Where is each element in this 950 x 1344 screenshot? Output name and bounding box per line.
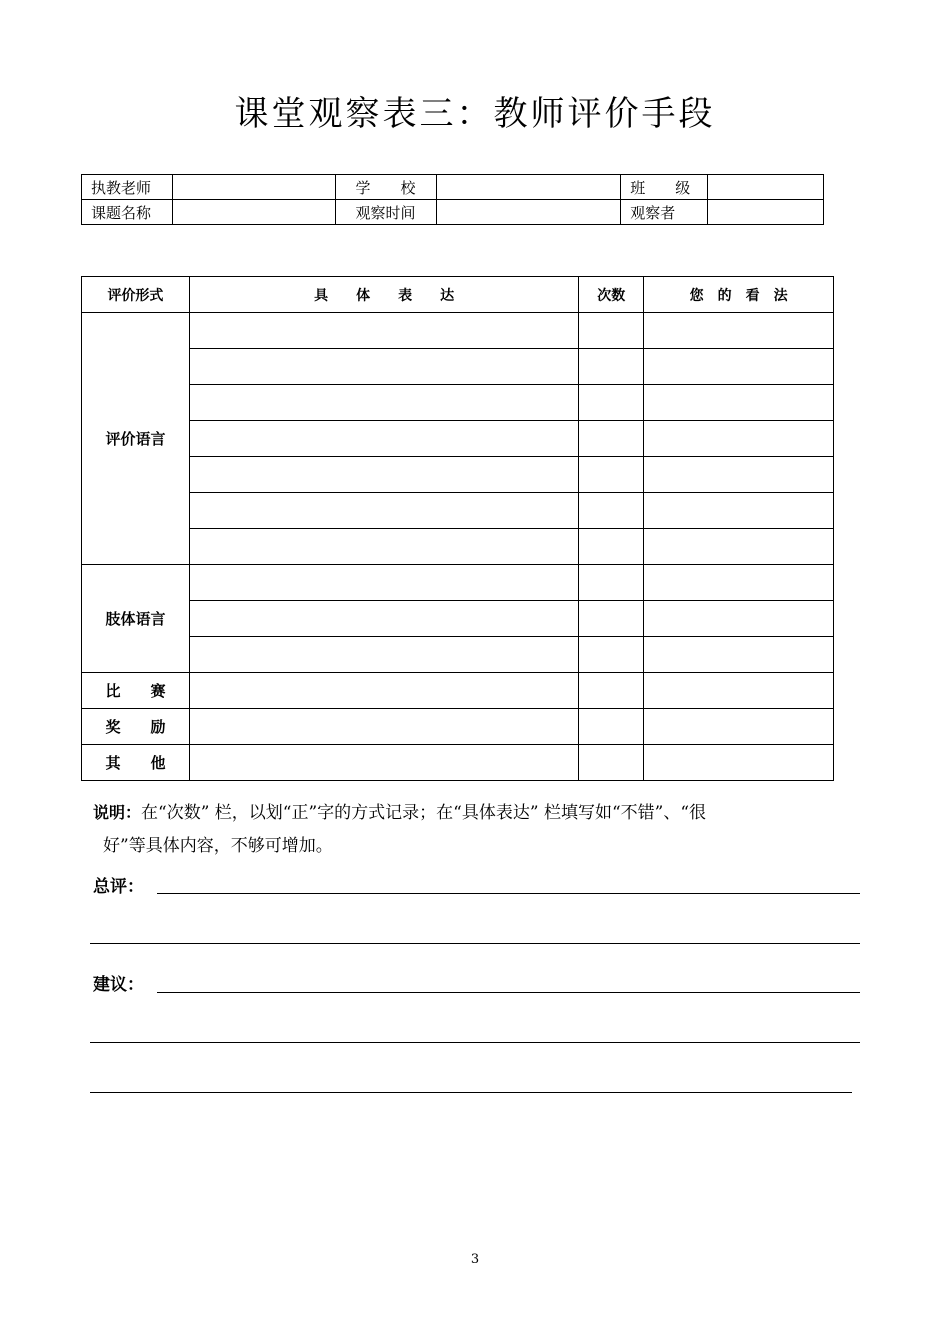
opinion-cell[interactable] (644, 673, 834, 709)
suggestion-label: 建议： (93, 975, 144, 995)
table-row (82, 421, 834, 457)
table-row (82, 385, 834, 421)
category-language: 评价语言 (82, 313, 190, 565)
count-cell[interactable] (579, 745, 644, 781)
note-line-1 (93, 796, 863, 830)
suggestion-line-1[interactable] (157, 992, 860, 993)
count-cell[interactable] (579, 385, 644, 421)
opinion-cell[interactable] (644, 421, 834, 457)
expression-cell[interactable] (189, 709, 578, 745)
time-label: 观察时间 (335, 200, 436, 225)
count-cell[interactable] (579, 349, 644, 385)
opinion-cell[interactable] (644, 529, 834, 565)
topic-field[interactable] (172, 200, 335, 225)
class-field[interactable] (708, 175, 824, 200)
expression-cell[interactable] (189, 637, 578, 673)
header-row (82, 277, 834, 313)
observer-field[interactable] (708, 200, 824, 225)
expression-cell[interactable] (189, 457, 578, 493)
summary-label: 总评： (93, 877, 144, 897)
page-number: 3 (470, 1252, 480, 1267)
category-competition: 比 赛 (82, 673, 190, 709)
expression-cell[interactable] (189, 529, 578, 565)
expression-cell[interactable] (189, 349, 578, 385)
expression-cell[interactable] (189, 565, 578, 601)
class-label: 班 级 (621, 175, 708, 200)
count-cell[interactable] (579, 601, 644, 637)
expression-cell[interactable] (189, 745, 578, 781)
note-label: 说明： (93, 803, 142, 822)
evaluation-table (81, 276, 834, 781)
table-row (82, 565, 834, 601)
count-cell[interactable] (579, 709, 644, 745)
school-label: 学 校 (335, 175, 436, 200)
expression-cell[interactable] (189, 421, 578, 457)
count-cell[interactable] (579, 673, 644, 709)
opinion-cell[interactable] (644, 493, 834, 529)
expression-cell[interactable] (189, 493, 578, 529)
topic-label: 课题名称 (82, 200, 173, 225)
count-cell[interactable] (579, 637, 644, 673)
table-row (82, 529, 834, 565)
table-row (82, 709, 834, 745)
opinion-cell[interactable] (644, 457, 834, 493)
count-cell[interactable] (579, 313, 644, 349)
category-reward: 奖 励 (82, 709, 190, 745)
info-row-2 (82, 200, 824, 225)
info-table (81, 174, 824, 225)
category-other: 其 他 (82, 745, 190, 781)
opinion-cell[interactable] (644, 745, 834, 781)
opinion-cell[interactable] (644, 385, 834, 421)
info-row-1 (82, 175, 824, 200)
opinion-cell[interactable] (644, 709, 834, 745)
suggestion-line-2[interactable] (90, 1042, 860, 1043)
table-row (82, 349, 834, 385)
time-field[interactable] (436, 200, 621, 225)
count-cell[interactable] (579, 493, 644, 529)
summary-line-1[interactable] (157, 893, 860, 894)
header-form: 评价形式 (82, 277, 190, 313)
teacher-label: 执教老师 (82, 175, 173, 200)
header-expression: 具 体 表 达 (189, 277, 578, 313)
table-row (82, 313, 834, 349)
observer-label: 观察者 (621, 200, 708, 225)
count-cell[interactable] (579, 457, 644, 493)
suggestion-line-3[interactable] (90, 1092, 852, 1093)
expression-cell[interactable] (189, 673, 578, 709)
count-cell[interactable] (579, 529, 644, 565)
header-count: 次数 (579, 277, 644, 313)
opinion-cell[interactable] (644, 637, 834, 673)
category-body: 肢体语言 (82, 565, 190, 673)
note-text-2: 好”等具体内容，不够可增加。 (103, 836, 333, 856)
expression-cell[interactable] (189, 601, 578, 637)
note-text-1: 在“次数” 栏，以划“正”字的方式记录；在“具体表达” 栏填写如“不错”、“很 (141, 803, 707, 823)
summary-line-2[interactable] (90, 943, 860, 944)
table-row (82, 457, 834, 493)
table-row (82, 637, 834, 673)
page-title: 课堂观察表三：教师评价手段 (234, 94, 716, 134)
opinion-cell[interactable] (644, 313, 834, 349)
expression-cell[interactable] (189, 385, 578, 421)
instructions-note (93, 796, 863, 863)
school-field[interactable] (436, 175, 621, 200)
table-row (82, 745, 834, 781)
count-cell[interactable] (579, 565, 644, 601)
expression-cell[interactable] (189, 313, 578, 349)
table-row (82, 673, 834, 709)
opinion-cell[interactable] (644, 565, 834, 601)
opinion-cell[interactable] (644, 601, 834, 637)
count-cell[interactable] (579, 421, 644, 457)
opinion-cell[interactable] (644, 349, 834, 385)
table-row (82, 601, 834, 637)
header-opinion: 您 的 看 法 (644, 277, 834, 313)
teacher-field[interactable] (172, 175, 335, 200)
table-row (82, 493, 834, 529)
